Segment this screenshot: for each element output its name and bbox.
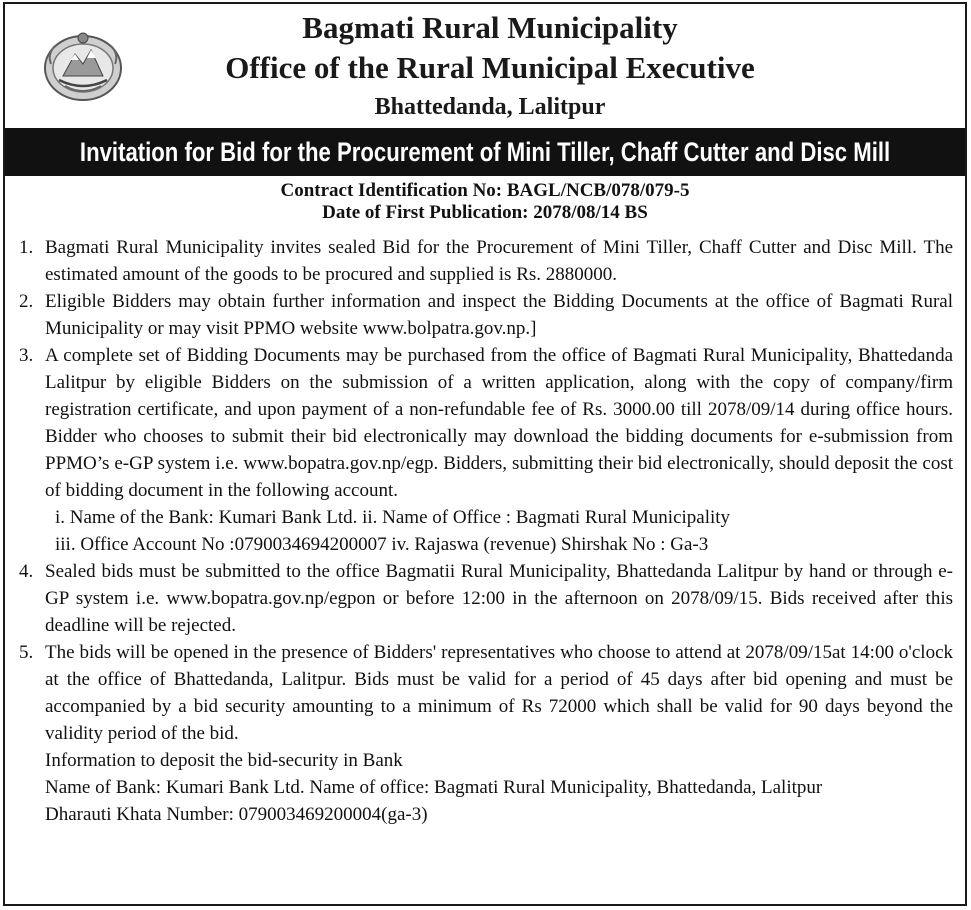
item-text: The bids will be opened in the presence of Bidders' representatives who choose to attend at 2078/09/15at 14:00 o'clock at the office of Bhattedanda, Lalitpur. Bids must be valid for a period of 45 days after bid opening and must be accompanied by a bid security amounting to a minimum of Rs 72000 which shall be valid for 90 days beyond the validity period of the bid.: [45, 642, 953, 744]
item-text: Sealed bids must be submitted to the office Bagmatii Rural Municipality, Bhattedanda Lalitpur by hand or through e-GP system i.e. www.bopatra.gov.np/egpon or before 12:00 in the afternoon on 2078/09/15. Bids received after this deadline will be rejected.: [45, 561, 953, 636]
notice-body: [19, 234, 953, 828]
list-item: [19, 639, 953, 828]
bank-info-line: Information to deposit the bid-security in Bank: [45, 750, 403, 771]
item-number: 4.: [19, 561, 34, 582]
notice-frame: [3, 2, 967, 906]
bank-info-line: Dharauti Khata Number: 079003469200004(ga-3): [45, 804, 428, 825]
office-title: Office of the Rural Municipal Executive: [225, 50, 755, 85]
item-text: A complete set of Bidding Documents may be purchased from the office of Bagmati Rural Municipality, Bhattedanda Lalitpur by eligible Bidders on the submission of a written application, along with the copy of company/firm registration certificate, and upon payment of a non-refundable fee of Rs. 3000.00 till 2078/09/14 during office hours. Bidder who chooses to submit their bid electronically may download the bidding documents for e-submission from PPMO’s e-GP system i.e. www.bopatra.gov.np/egp. Bidders, submitting their bid electronically, should deposit the cost of bidding document in the following account.: [45, 345, 953, 501]
item-number: 2.: [19, 291, 34, 312]
publication-date-line: Date of First Publication: 2078/08/14 BS: [322, 202, 648, 223]
list-item: [19, 288, 953, 342]
bank-account-line: iii. Office Account No :0790034694200007 iv. Rajaswa (revenue) Shirshak No : Ga-3: [55, 534, 709, 555]
bank-info-line: Name of Bank: Kumari Bank Ltd. Name of office: Bagmati Rural Municipality, Bhattedanda, Lalitpur: [45, 777, 823, 798]
item-text: Bagmati Rural Municipality invites sealed Bid for the Procurement of Mini Tiller, Chaff Cutter and Disc Mill. The estimated amount of the goods to be procured and supplied is Rs. 2880000.: [45, 237, 953, 285]
address-line: Bhattedanda, Lalitpur: [374, 94, 606, 120]
item-text: Eligible Bidders may obtain further information and inspect the Bidding Documents at the office of Bagmati Rural Municipality or may visit PPMO website www.bolpatra.gov.np.]: [45, 291, 953, 339]
notice-banner: [5, 128, 965, 176]
municipality-title: Bagmati Rural Municipality: [302, 10, 678, 45]
notice-header: [5, 4, 965, 126]
list-item: [19, 558, 953, 639]
item-number: 5.: [19, 642, 34, 663]
list-item: [19, 234, 953, 288]
item-number: 3.: [19, 345, 34, 366]
list-item: [19, 342, 953, 558]
contract-meta: [5, 180, 965, 224]
bank-account-line: i. Name of the Bank: Kumari Bank Ltd. ii. Name of Office : Bagmati Rural Municipality: [55, 507, 731, 528]
banner-title: Invitation for Bid for the Procurement of Mini Tiller, Chaff Cutter and Disc Mill: [79, 136, 891, 167]
contract-id-line: Contract Identification No: BAGL/NCB/078/079-5: [280, 180, 690, 201]
item-number: 1.: [19, 237, 34, 258]
